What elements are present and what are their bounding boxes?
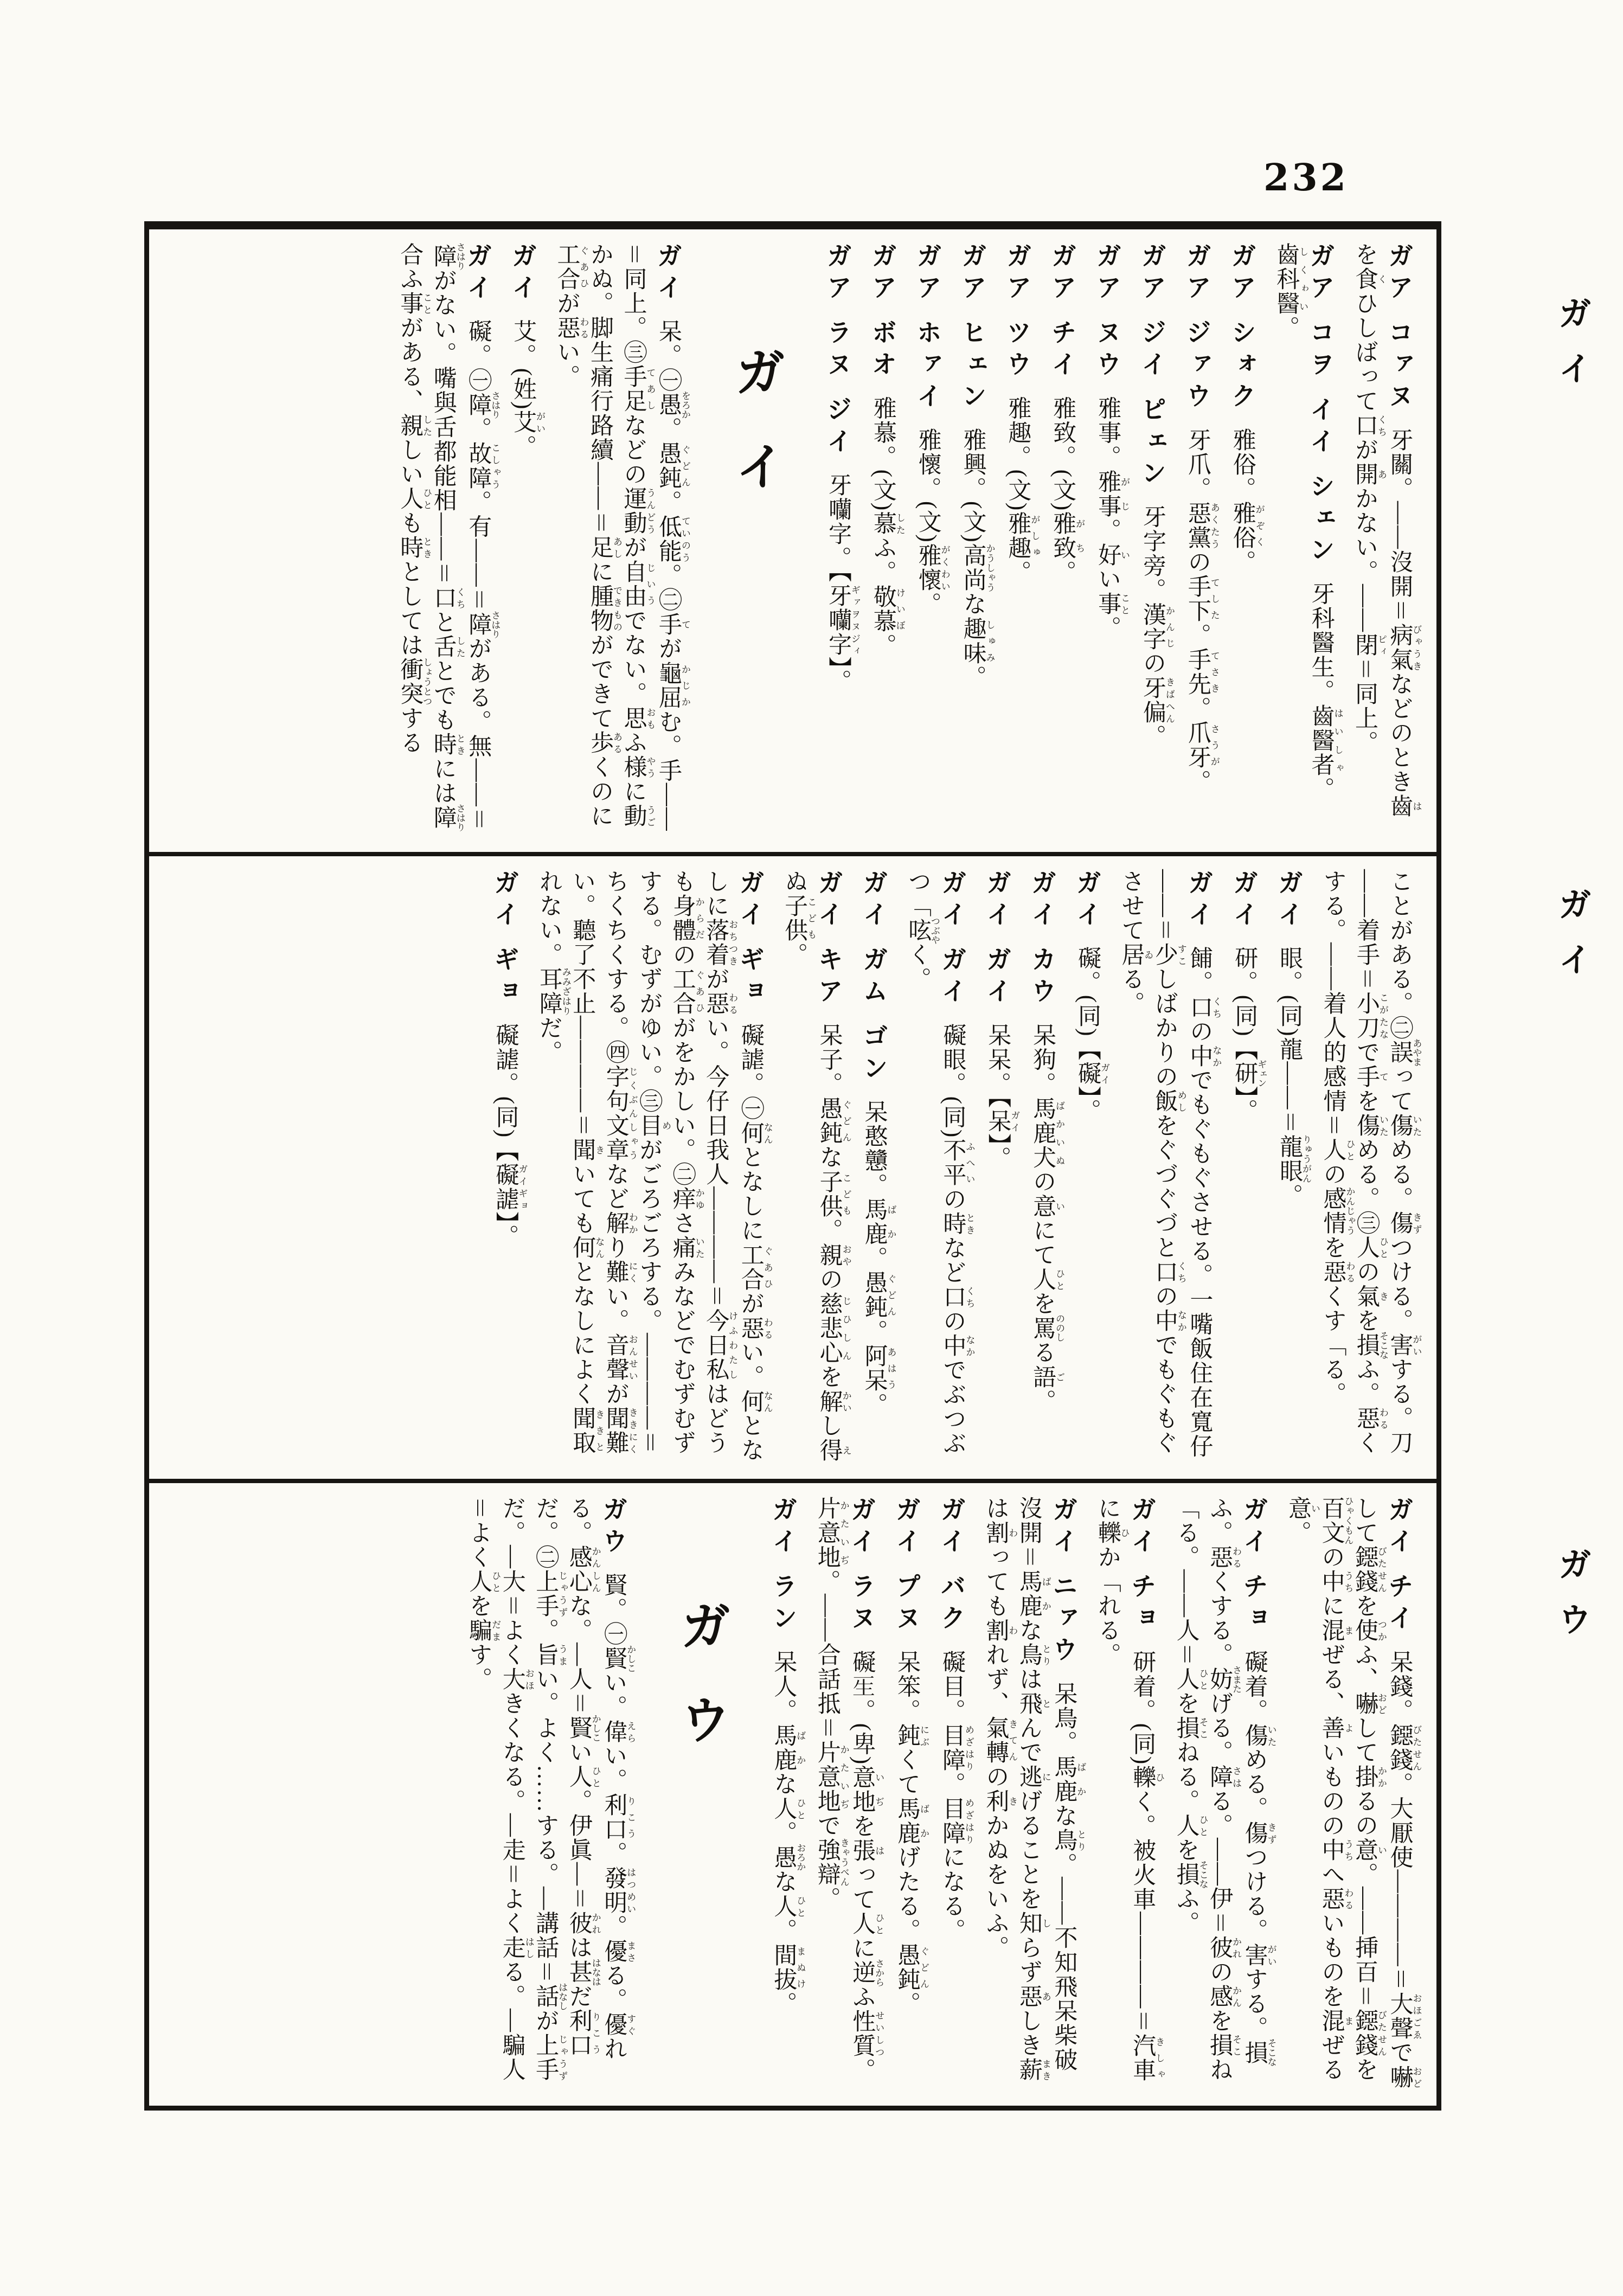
section-header: ガウ [672,1599,730,1788]
entry-headword: ガア ジイ ピェン [1138,242,1166,505]
dictionary-entry: ガイ ガイ 礙眼。(同)不平ふへいの時ときなど口くちの中なかでぶつぶつ「呟つぶやく。 [904,869,975,1456]
margin-tab-gai-top: ガイ [1553,296,1590,406]
dictionary-entry: ガイ 研。(同)【研ギェン】。 [1230,869,1267,1123]
entry-headword: ガイ ギョ [491,869,519,1023]
dictionary-entry: ガイ 呆。㊀愚をろか。愚鈍ぐどん。低能ていのう。㊁手てが龜屈かじかむ。手——＝同上。㊂手足てあしなどの運動うんどうが自由じいうでない。思おもふ様やうに動うごかぬ。脚生痛行路續——＝足あしに腫物できものができて歩あるくのに工合ぐあひが惡わるい。 [554,242,690,832]
entry-headword: ガウ [599,1496,628,1573]
dictionary-entry: ガイ ガム ゴン 呆憨戇。馬鹿ばか。愚鈍ぐどん。阿呆あはう。 [859,869,896,1418]
dictionary-entry: ガア ヌウ 雅事。雅事がじ。好いい事こと。 [1093,242,1130,640]
dictionary-entry: ガア ボオ 雅慕。(文)慕したふ。敬慕けいぼ。 [868,242,905,658]
dictionary-entry: ガイ ラヌ 礙𤯔。(卑)意地いぢを張はって人ひとに逆さからふ性質せいしつ。片意地かたいぢ。——合話抵＝片意地かたいぢで強辯きゃうべん。 [814,1496,884,2083]
entry-headword: ガイ ギョ [736,869,765,1023]
entry-headword: ガイ ラヌ [848,1496,876,1650]
entry-headword: ガイ [464,242,492,319]
dictionary-entry: ガア コヲ イイ シェン 牙科醫生。齒醫者はいしゃ。齒科醫しくゎい。 [1273,242,1343,801]
entry-headword: ガイ [1185,869,1214,946]
dictionary-entry: ガア チイ 雅致。(文)雅致がち。 [1048,242,1085,585]
dictionary-entry: ガウ 賢。㊀賢かしこい。偉えらい。利口りこう。發明はつめい。優まさる。優すぐれる。感心かんしんな。—人＝賢かしこい人ひと。伊眞—＝彼かれは甚はなはだ利口りこうだ。㊁上手じゃうず。旨うまい。よく……する。—講話＝話はなしが上手じゃうずだ。—大＝よく大おほきくなる。—走＝よく走はしる。—騙人＝よく人ひとを騙だます。 [466,1496,636,2082]
dictionary-entry: ガア ホァイ 雅懷。(文)雅懷がくわい。 [913,242,950,617]
entry-headword: ガイ ガイ [938,869,967,1023]
entry-headword: ガア ヒェン [958,242,987,428]
entry-headword: ガア チイ [1048,242,1077,396]
entry-headword: ガア シォク [1228,242,1256,428]
entry-headword: ガア コヲ イイ シェン [1306,242,1335,582]
entry-headword: ガイ ニァウ [1049,1496,1078,1682]
section-header: ガイ [727,345,785,534]
entry-headword: ガイ ガイ [983,869,1012,1023]
entry-headword: ガア ボオ [868,242,897,396]
page-number: 232 [1263,156,1349,200]
entry-headword: ガイ ラン [769,1496,798,1650]
dictionary-page-frame [144,221,1441,2111]
entry-headword: ガア ホァイ [913,242,942,428]
dictionary-entry: ガイ 艾。(姓)艾がい。 [509,242,546,459]
dictionary-band-top [149,229,1436,852]
dictionary-entry: ガイ カウ 呆狗。馬鹿犬ばかいぬの意いにて人ひとを罵ののしる語ご。 [1028,869,1065,1414]
dictionary-entry: ガア コァヌ 牙關。——沒開＝病氣びゃうきなどのとき齒はを食くひしばって口くちが開あかない。——閉ピィ＝同上。 [1352,242,1422,819]
entry-headword: ガイ チョ [1240,1496,1268,1650]
dictionary-entry: ガア ツウ 雅趣。(文)雅趣がしゅ。 [1003,242,1040,585]
margin-tab-gai-middle: ガイ [1553,887,1590,997]
dictionary-entry: ガイ ギョ 礙謔。(同)【礙謔ガイギョ】。 [491,869,528,1249]
dictionary-entry: ガア ジイ ピェン 牙字旁。漢字かんじの牙偏きばへん。 [1138,242,1175,749]
entry-headword: ガイ チイ [1385,1496,1414,1650]
dictionary-band-middle [149,852,1436,1479]
dictionary-entry: ガア シォク 雅俗。雅俗がぞく。 [1228,242,1265,575]
entry-headword: ガイ [1275,869,1304,946]
margin-tab-gau-bottom: ガウ [1553,1547,1590,1657]
dictionary-entry: ガイ ニァウ 呆鳥。馬鹿ばかな鳥とり。——不知飛呆柴破沒開＝馬鹿ばかな鳥とりは飛とんで逃にげることを知しらず惡あしき薪まきは割わっても割われず、氣轉きてんの利きかぬをいふ。 [983,1496,1086,2082]
entry-headword: ガア ラヌ ジイ [823,242,852,473]
dictionary-entry: ガイ ガイ 呆呆。【呆ガイ】。 [983,869,1020,1171]
dictionary-entry: ガア ヒェン 雅興。(文)高尚かうしゃうな趣味しゅみ。 [958,242,995,690]
dictionary-entry: ガイ 餔。口くちの中なかでもぐもぐさせる。一嘴飯住在寬仔——＝少すこしばかりの飯めしをぐづぐづと口くちの中なかでもぐもぐさせて居ゐる。 [1118,869,1222,1459]
entry-headword: ガイ バク [937,1496,966,1650]
dictionary-entry: ガイ チイ 呆錢。鐚錢びたせん。大厭使————＝大聲おほごゑで嚇おどして鐚錢びたせんを使つかふ、嚇おどして掛かかるの意い。——挿百＝鐚錢びたせんを百文ひゃくもんの中うちに混まぜる、善よいものの中うちへ惡わるいものを混まぜる意い。 [1285,1496,1422,2089]
entry-headword: ガイ キア [814,869,843,1023]
dictionary-entry: ガイ 礙。㊀障さはり。故障こしゃう。有——＝障さはりがある。無——＝障さはりがない。嘴與舌都能相——＝口くちと舌したとでも時ときには障さはり合ふ事ことがある、親したしい人ひとも時ときとしては衝突しょうとつする [397,242,501,832]
dictionary-entry: ガイ プヌ 呆笨。鈍にぶくて馬鹿ばかげたる。愚鈍ぐどん。 [893,1496,929,2016]
dictionary-entry: ガア ラヌ ジイ 牙囒字。【牙囒字ギァヲヌジィ】。 [823,242,860,694]
dictionary-entry: ガイ 眼。(同)龍——＝龍眼りゅうがん。 [1275,869,1312,1208]
dictionary-entry: ガイ チョ 礙着。傷いためる。傷きずつける。害がいする。損そこなふ。惡わるくする。妨さまたげる。障さはる。——伊＝彼かれの感かんを損そこね「る。——人＝人ひとを損そこねる。人ひとを損そこなふ。 [1173,1496,1276,2082]
entry-headword: ガイ [653,242,682,319]
dictionary-entry: ガイ ギョ 礙謔。㊀何なんとなしに工合ぐあひが惡わるい。何なんとなしに落着おちつきが惡わるい。今仔日我人————＝今日私けふわたしはどうも身體からだの工合ぐあひがをかしい。㊁痒かゆさ痛いたみなどでむずむずする。むずがゆい。㊂目めがごろごろする。————＝ちくちくする。㊃字句文章じくぶんしゃうなど解わかり難にくい。音聲おんせいが聞難ききにくい。聽了不止————＝聞きいても何なんとなしによく聞取ききとれない。耳障みみざはりだ。 [536,869,773,1463]
entry-headword: ガイ ガム ゴン [859,869,888,1100]
dictionary-entry: ガア ジァウ 牙爪。惡黨あくたうの手下てした。手先てさき。爪牙さうが。 [1183,242,1220,794]
entry-headword: ガイ [1230,869,1259,946]
entry-headword: ガイ [509,242,537,319]
dictionary-entry: ガイ チョ 研着。(同)轢ひく。被火車————＝汽車きしゃに轢ひか「れる。 [1094,1496,1165,2083]
entry-headword: ガイ カウ [1028,869,1057,1023]
entry-headword: ガイ [1073,869,1101,946]
entry-headword: ガイ チョ [1128,1496,1157,1650]
dictionary-entry: ガイ バク 礙目。目障めざはり。目障めざはりになる。 [937,1496,974,1943]
dictionary-entry: ガイ 礙。(同)【礙ガイ】。 [1073,869,1109,1123]
dictionary-entry: ガイ キア 呆子。愚鈍ぐどんな子供こども。親おやの慈悲心じひしんを解かいし得えぬ子供こども。 [781,869,851,1463]
dictionary-entry: ガイ ラン 呆人。馬鹿ばかな人ひと。愚おろかな人ひと。間拔まぬけ。 [769,1496,806,2016]
dictionary-entry: ことがある。㊁誤あやまって傷いためる。傷きずつける。害がいする。刀——着手＝小刀こがたなで手てを傷いためる。㊂人ひとの氣きを損そこなふ。惡わるくする。——着人的感情＝人ひとの感情かんじゃうを惡わるくす「る。 [1320,869,1422,1455]
entry-headword: ガイ プヌ [893,1496,921,1650]
entry-headword: ガア ツウ [1003,242,1032,396]
entry-headword: ガア ジァウ [1183,242,1211,428]
entry-headword: ガア ヌウ [1093,242,1122,396]
entry-headword: ガア コァヌ [1385,242,1414,428]
dictionary-band-bottom [149,1479,1436,2106]
